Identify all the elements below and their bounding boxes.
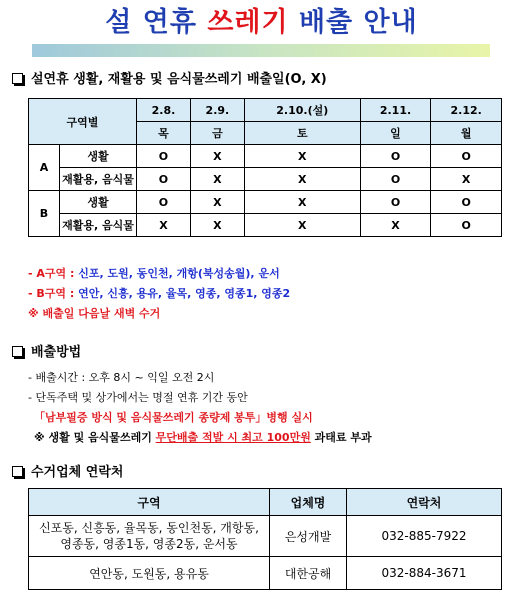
- mark-cell: X: [431, 168, 502, 191]
- zone-b-prefix: - B구역 :: [28, 287, 79, 300]
- mark-cell: O: [137, 145, 191, 168]
- company-cell: 은성개발: [270, 516, 347, 557]
- area-cell: 신포동, 신흥동, 율목동, 동인천동, 개항동, 영종동, 영종1동, 영종2동, 운서동: [29, 516, 270, 557]
- day-header: 금: [190, 122, 244, 145]
- mark-cell: X: [137, 214, 191, 237]
- col-header-company: 업체명: [270, 489, 347, 516]
- day-header: 토: [244, 122, 360, 145]
- waste-type: 재활용, 음식물: [60, 168, 137, 191]
- mark-cell: X: [190, 168, 244, 191]
- mark-cell: O: [360, 191, 431, 214]
- phone-cell: 032-885-7922: [347, 516, 502, 557]
- table-row: [29, 214, 502, 237]
- title-underline-bar: [32, 44, 490, 57]
- mark-cell: O: [137, 168, 191, 191]
- fine-prefix: ※ 생활 및 음식물쓰레기: [34, 431, 156, 444]
- zone-b-note: [28, 284, 290, 304]
- mark-cell: X: [190, 145, 244, 168]
- section-heading-contacts: [12, 464, 123, 482]
- day-header: 일: [360, 122, 431, 145]
- date-header: 2.10.(설): [244, 99, 360, 122]
- mark-cell: O: [360, 145, 431, 168]
- date-header: 2.9.: [190, 99, 244, 122]
- section-heading-contacts-text: 수거업체 연락처: [31, 465, 124, 480]
- mark-cell: O: [431, 214, 502, 237]
- table-row: [29, 168, 502, 191]
- pickup-note: ※ 배출일 다음날 새벽 수거: [28, 307, 161, 320]
- zone-label: B: [29, 191, 60, 237]
- mark-cell: O: [431, 145, 502, 168]
- mark-cell: O: [431, 191, 502, 214]
- waste-type: 재활용, 음식물: [60, 214, 137, 237]
- fine-notice: [34, 428, 372, 448]
- zone-label: A: [29, 145, 60, 191]
- mark-cell: X: [244, 145, 360, 168]
- disposal-time: - 배출시간 : 오후 8시 ~ 익일 오전 2시: [28, 371, 215, 384]
- section-heading-schedule: [12, 71, 327, 89]
- zone-a-areas: 신포, 도원, 동인천, 개항(북성송월), 운서: [78, 267, 280, 280]
- page-title: [0, 6, 523, 40]
- col-header-phone: 연락처: [347, 489, 502, 516]
- table-row: [29, 557, 502, 590]
- date-header: 2.11.: [360, 99, 431, 122]
- mark-cell: X: [244, 168, 360, 191]
- holiday-notice: - 단독주택 및 상가에서는 명절 연휴 기간 동안: [28, 391, 248, 404]
- mark-cell: X: [190, 191, 244, 214]
- fine-highlight: 무단배출 적발 시 최고 100만원: [155, 431, 311, 444]
- date-header: 2.12.: [431, 99, 502, 122]
- fine-suffix: 과태료 부과: [310, 431, 372, 444]
- mark-cell: X: [360, 214, 431, 237]
- day-header: 월: [431, 122, 502, 145]
- zone-a-prefix: - A구역 :: [28, 267, 79, 280]
- area-cell: 연안동, 도원동, 용유동: [29, 557, 270, 590]
- section-heading-method: [12, 344, 81, 362]
- col-header-area: 구역: [29, 489, 270, 516]
- title-part-2: 쓰레기: [207, 7, 289, 38]
- title-part-3: 배출 안내: [288, 7, 418, 38]
- table-row: [29, 516, 502, 557]
- schedule-table: [28, 98, 502, 237]
- table-row: [29, 191, 502, 214]
- checkbox-icon: [12, 73, 23, 84]
- mark-cell: X: [190, 214, 244, 237]
- table-row: [29, 145, 502, 168]
- zone-a-note: [28, 264, 280, 284]
- day-header: 목: [137, 122, 191, 145]
- zone-header: 구역별: [29, 99, 137, 145]
- mark-cell: X: [244, 214, 360, 237]
- section-heading-schedule-text: 설연휴 생활, 재활용 및 음식물쓰레기 배출일(O, X): [31, 72, 327, 87]
- waste-type: 생활: [60, 145, 137, 168]
- zone-b-areas: 연안, 신흥, 용유, 율목, 영종, 영종1, 영종2: [78, 287, 291, 300]
- bag-policy: 「남부필증 방식 및 음식물쓰레기 종량제 봉투」병행 실시: [34, 411, 313, 424]
- checkbox-icon: [12, 466, 23, 477]
- company-cell: 대한공해: [270, 557, 347, 590]
- waste-type: 생활: [60, 191, 137, 214]
- mark-cell: O: [360, 168, 431, 191]
- section-heading-method-text: 배출방법: [31, 345, 82, 360]
- contact-table: [28, 488, 502, 590]
- title-part-1: 설 연휴: [105, 7, 208, 38]
- checkbox-icon: [12, 346, 23, 357]
- mark-cell: X: [244, 191, 360, 214]
- mark-cell: O: [137, 191, 191, 214]
- phone-cell: 032-884-3671: [347, 557, 502, 590]
- date-header: 2.8.: [137, 99, 191, 122]
